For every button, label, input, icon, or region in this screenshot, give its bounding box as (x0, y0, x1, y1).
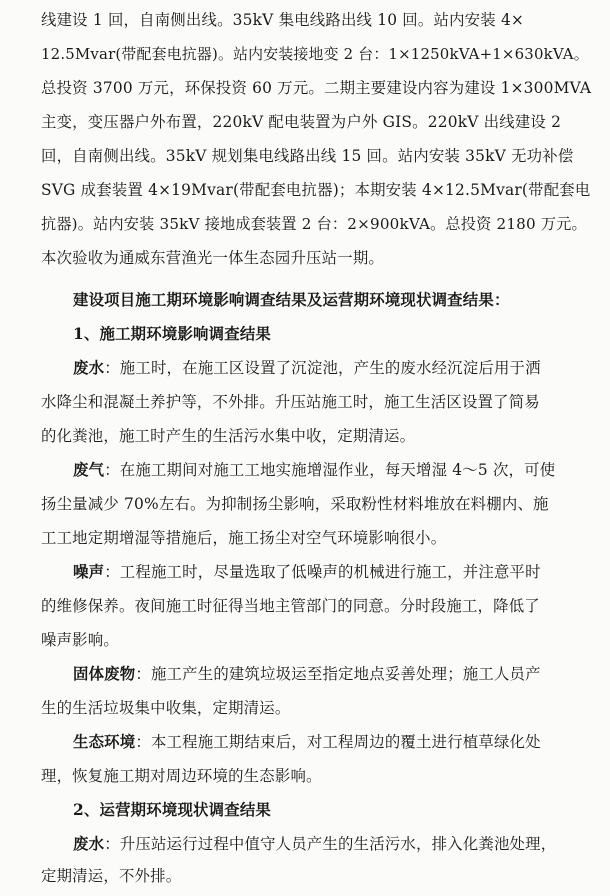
intro-line: 回，自南侧出线。35kV 规划集电线路出线 15 回。站内安装 35kV 无功补偿 (41, 147, 574, 165)
paragraph-line: 的化粪池，施工时产生的生活污水集中收，定期清运。 (41, 427, 416, 445)
ecology-label: 生态环境 (73, 733, 136, 751)
op-wastewater-paragraph: 废水：升压站运行过程中值守人员产生的生活污水，排入化粪池处理， (73, 835, 557, 853)
exhaust-paragraph: 废气：在施工期间对施工工地实施增湿作业，每天增湿 4～5 次，可使 (73, 461, 556, 479)
paragraph-line: 的维修保养。夜间施工时征得当地主管部门的同意。分时段施工，降低了 (41, 597, 540, 615)
paragraph-line: 定期清运，不外排。 (41, 867, 182, 885)
intro-line: 本次验收为通威东营渔光一体生态园升压站一期。 (41, 249, 384, 267)
op-wastewater-label: 废水 (73, 835, 105, 853)
solid-waste-paragraph: 固体废物：施工产生的建筑垃圾运至指定地点妥善处理；施工人员产 (73, 665, 541, 683)
noise-label: 噪声 (73, 563, 105, 581)
paragraph-line: 理，恢复施工期对周边环境的生态影响。 (41, 767, 322, 785)
subsection-heading-construction: 1、施工期环境影响调查结果 (73, 325, 271, 343)
intro-line: 12.5Mvar(带配套电抗器)。站内安装接地变 2 台：1×1250kVA+1×630kVA。 (41, 45, 589, 63)
paragraph-line: 噪声影响。 (41, 631, 119, 649)
noise-paragraph: 噪声：工程施工时，尽量选取了低噪声的机械进行施工，并注意平时 (73, 563, 541, 581)
intro-line: SVG 成套装置 4×19Mvar(带配套电抗器)；本期安装 4×12.5Mvar(带配套电 (41, 181, 591, 199)
wastewater-label: 废水 (73, 359, 105, 377)
section-heading: 建设项目施工期环境影响调查结果及运营期环境现状调查结果： (73, 291, 510, 309)
intro-line: 抗器)。站内安装 35kV 接地成套装置 2 台：2×900kVA。总投资 2180 万元。 (41, 215, 587, 233)
exhaust-label: 废气 (73, 461, 105, 479)
paragraph-line: 生的生活垃圾集中收集，定期清运。 (41, 699, 291, 717)
ecology-paragraph: 生态环境：本工程施工期结束后，对工程周边的覆土进行植草绿化处 (73, 733, 541, 751)
intro-line: 主变，变压器户外布置，220kV 配电装置为户外 GIS。220kV 出线建设 2 (41, 113, 562, 131)
intro-line: 线建设 1 回，自南侧出线。35kV 集电线路出线 10 回。站内安装 4× (41, 11, 525, 29)
paragraph-line: 扬尘量减少 70%左右。为抑制扬尘影响，采取粉性材料堆放在料棚内、施 (41, 495, 549, 513)
paragraph-line: 工工地定期增湿等措施后，施工扬尘对空气环境影响很小。 (41, 529, 447, 547)
subsection-heading-operation: 2、运营期环境现状调查结果 (73, 801, 271, 819)
solid-waste-label: 固体废物 (73, 665, 136, 683)
paragraph-line: 水降尘和混凝土养护等，不外排。升压站施工时，施工生活区设置了简易 (41, 393, 540, 411)
intro-line: 总投资 3700 万元，环保投资 60 万元。二期主要建设内容为建设 1×300MVA (41, 79, 592, 97)
wastewater-paragraph: 废水：施工时，在施工区设置了沉淀池，产生的废水经沉淀后用于洒 (73, 359, 541, 377)
